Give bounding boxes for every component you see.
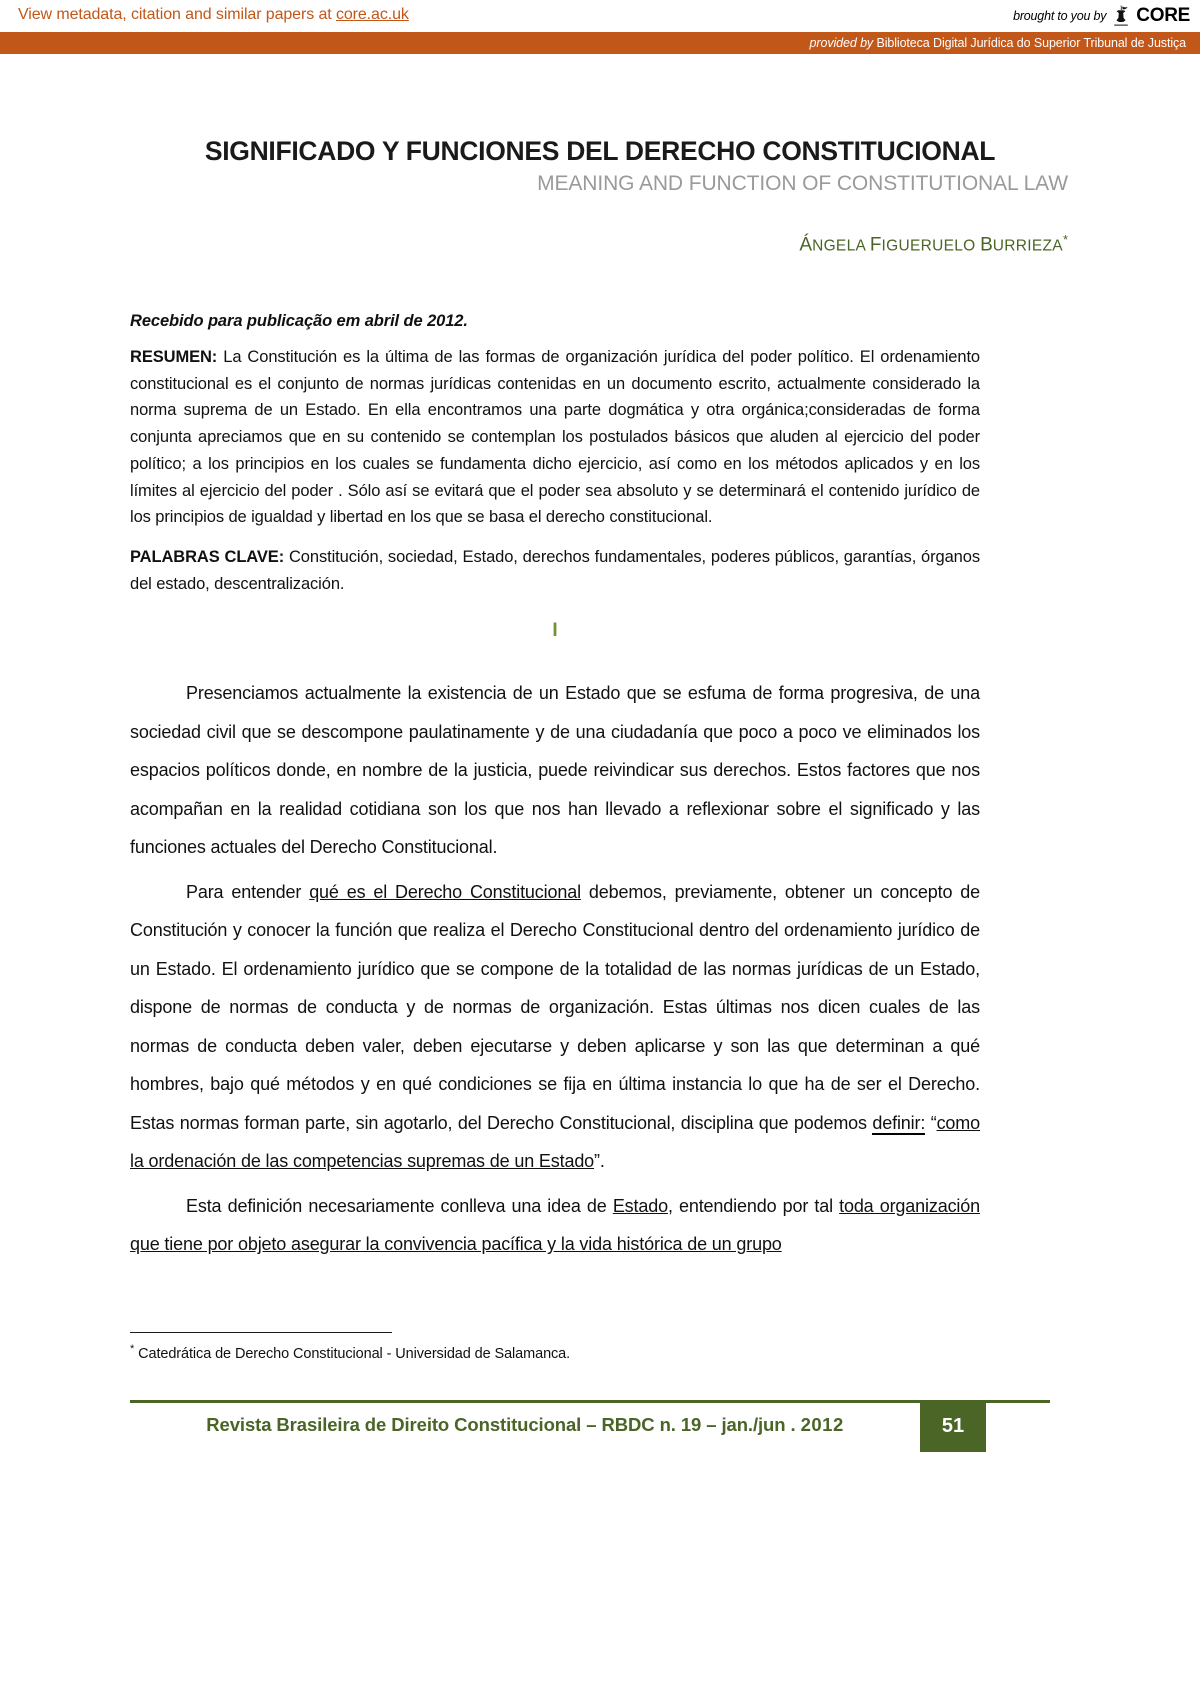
author-name-3: URRIEZA <box>992 237 1063 255</box>
section-number-heading: I <box>552 620 558 641</box>
received-date-line: Recebido para publicação em abril de 2012. <box>130 312 468 330</box>
author-name-2: IGUERUELO <box>881 237 981 255</box>
p2-text-b: debemos, previamente, obtener un concepto de Constitución y conocer la función que realiza el Derecho Constitucional dentro del ordenamiento jurídico de un Estado. El ordenamiento jurídico que se compone de la totalidad de las normas jurídicas de un Estado, dispone de normas de conducta y de normas de organización. Estas últimas nos dicen cuales de las normas de conducta deben valer, deben ejecutarse y deben aplicarse y son las que determinan a qué hombres, bajo qué métodos y en qué condiciones se fija en última instancia lo que ha de ser el Derecho. Estas normas forman parte, sin agotarlo, del Derecho Constitucional, disciplina que podemos <box>130 881 981 1133</box>
p2-text-d: ”. <box>594 1151 605 1172</box>
core-metadata-url[interactable]: core.ac.uk <box>335 6 409 23</box>
footer-rule <box>130 1400 1050 1403</box>
core-provided-by-text <box>810 36 1186 50</box>
abstract-paragraph <box>130 344 980 531</box>
keywords-paragraph <box>130 544 980 597</box>
keywords-text: Constitución, sociedad, Estado, derechos fundamentales, poderes públicos, garantías, órganos del estado, descentralización. <box>130 548 980 593</box>
core-wordmark: CORE <box>1136 5 1190 26</box>
page-footer <box>0 1400 1200 1458</box>
footnote-marker: * <box>130 1343 135 1355</box>
core-metadata-prefix: View metadata, citation and similar papers at <box>18 6 336 23</box>
footnote-body: Catedrática de Derecho Constitucional - Universidad de Salamanca. <box>134 1345 571 1362</box>
document-page <box>0 54 1200 1698</box>
p2-text-c: “ <box>925 1112 937 1133</box>
body-content <box>130 674 980 1270</box>
p3-text-b: , entendiendo por tal <box>667 1195 840 1216</box>
core-provided-by-bar <box>0 32 1200 54</box>
footer-journal-title: Revista Brasileira de Direito Constitucional – RBDC n. 19 – jan./jun . <box>206 1414 796 1435</box>
abstract-block <box>130 312 980 610</box>
core-banner-top-row <box>0 0 1200 32</box>
author-footnote-marker: * <box>1062 232 1068 248</box>
p3-text-a: Esta definición necesariamente conlleva una idea de <box>186 1195 613 1216</box>
core-provided-source: Biblioteca Digital Jurídica do Superior Tribunal de Justiça <box>876 35 1186 50</box>
page-number-badge: 51 <box>920 1400 986 1452</box>
core-metadata-link[interactable] <box>18 6 409 24</box>
body-paragraph-2 <box>130 873 980 1181</box>
core-attribution-banner <box>0 0 1200 54</box>
p2-double-underlined: definir: <box>872 1112 926 1133</box>
abstract-text: La Constitución es la última de las formas de organización jurídica del poder político. El ordenamiento constitucional es el conjunto de normas jurídicas contenidas en un documento escrito, actualmente considerado la norma suprema de un Estado. En ella encontramos una parte dogmática y otra orgánica;consideradas de forma conjunta apreciamos que en su contenido se contemplan los postulados básicos que aluden al ejercicio del poder político; a los principios en los cuales se fundamenta dicho ejercicio, así como en los métodos aplicados y en los límites al ejercicio del poder . Sólo así se evitará que el poder sea absoluto y se determinará el contenido jurídico de los principios de igualdad y libertad en los que se basa el derecho constitucional. <box>130 348 980 527</box>
body-paragraph-3 <box>130 1187 980 1264</box>
footnote-text <box>130 1342 980 1364</box>
p2-underlined-a: qué es el Derecho Constitucional <box>309 881 581 902</box>
footer-journal-line <box>130 1414 920 1436</box>
p3-underlined-b: toda organización que tiene por objeto asegurar la convivencia pacífica y la vida histórica de un grupo <box>130 1195 980 1255</box>
p3-underlined-a: Estado <box>612 1195 668 1216</box>
author-initial-1: Á <box>799 234 813 256</box>
core-brought-to-you-by <box>1013 5 1190 27</box>
keywords-label: PALABRAS CLAVE: <box>130 548 285 567</box>
footer-year: 2012 <box>800 1414 844 1435</box>
author-byline <box>130 232 1070 256</box>
author-initial-2: F <box>869 234 882 256</box>
core-brought-label: brought to you by <box>1013 9 1107 23</box>
page-subtitle: MEANING AND FUNCTION OF CONSTITUTIONAL LAW <box>537 172 1068 196</box>
core-provided-label: provided by <box>809 35 874 50</box>
page-title: SIGNIFICADO Y FUNCIONES DEL DERECHO CONSTITUCIONAL <box>204 136 996 166</box>
apple-core-icon <box>1111 5 1131 27</box>
abstract-label: RESUMEN: <box>130 348 218 366</box>
footnote-separator-rule <box>130 1332 392 1333</box>
footnote-area <box>130 1332 980 1364</box>
title-block <box>130 136 1070 257</box>
p2-text-a: Para entender <box>186 881 310 902</box>
p2-underlined-b: como la ordenación de las competencias supremas de un Estado <box>130 1112 980 1172</box>
author-initial-3: B <box>980 234 993 256</box>
author-name-1: NGELA <box>812 237 870 255</box>
body-paragraph-1: Presenciamos actualmente la existencia de un Estado que se esfuma de forma progresiva, de una sociedad civil que se descompone paulatinamente y de una ciudadanía que poco a poco ve eliminados los espacios políticos donde, en nombre de la justicia, puede reivindicar sus derechos. Estos factores que nos acompañan en la realidad cotidiana son los que nos han llevado a reflexionar sobre el significado y las funciones actuales del Derecho Constitucional. <box>130 683 980 858</box>
